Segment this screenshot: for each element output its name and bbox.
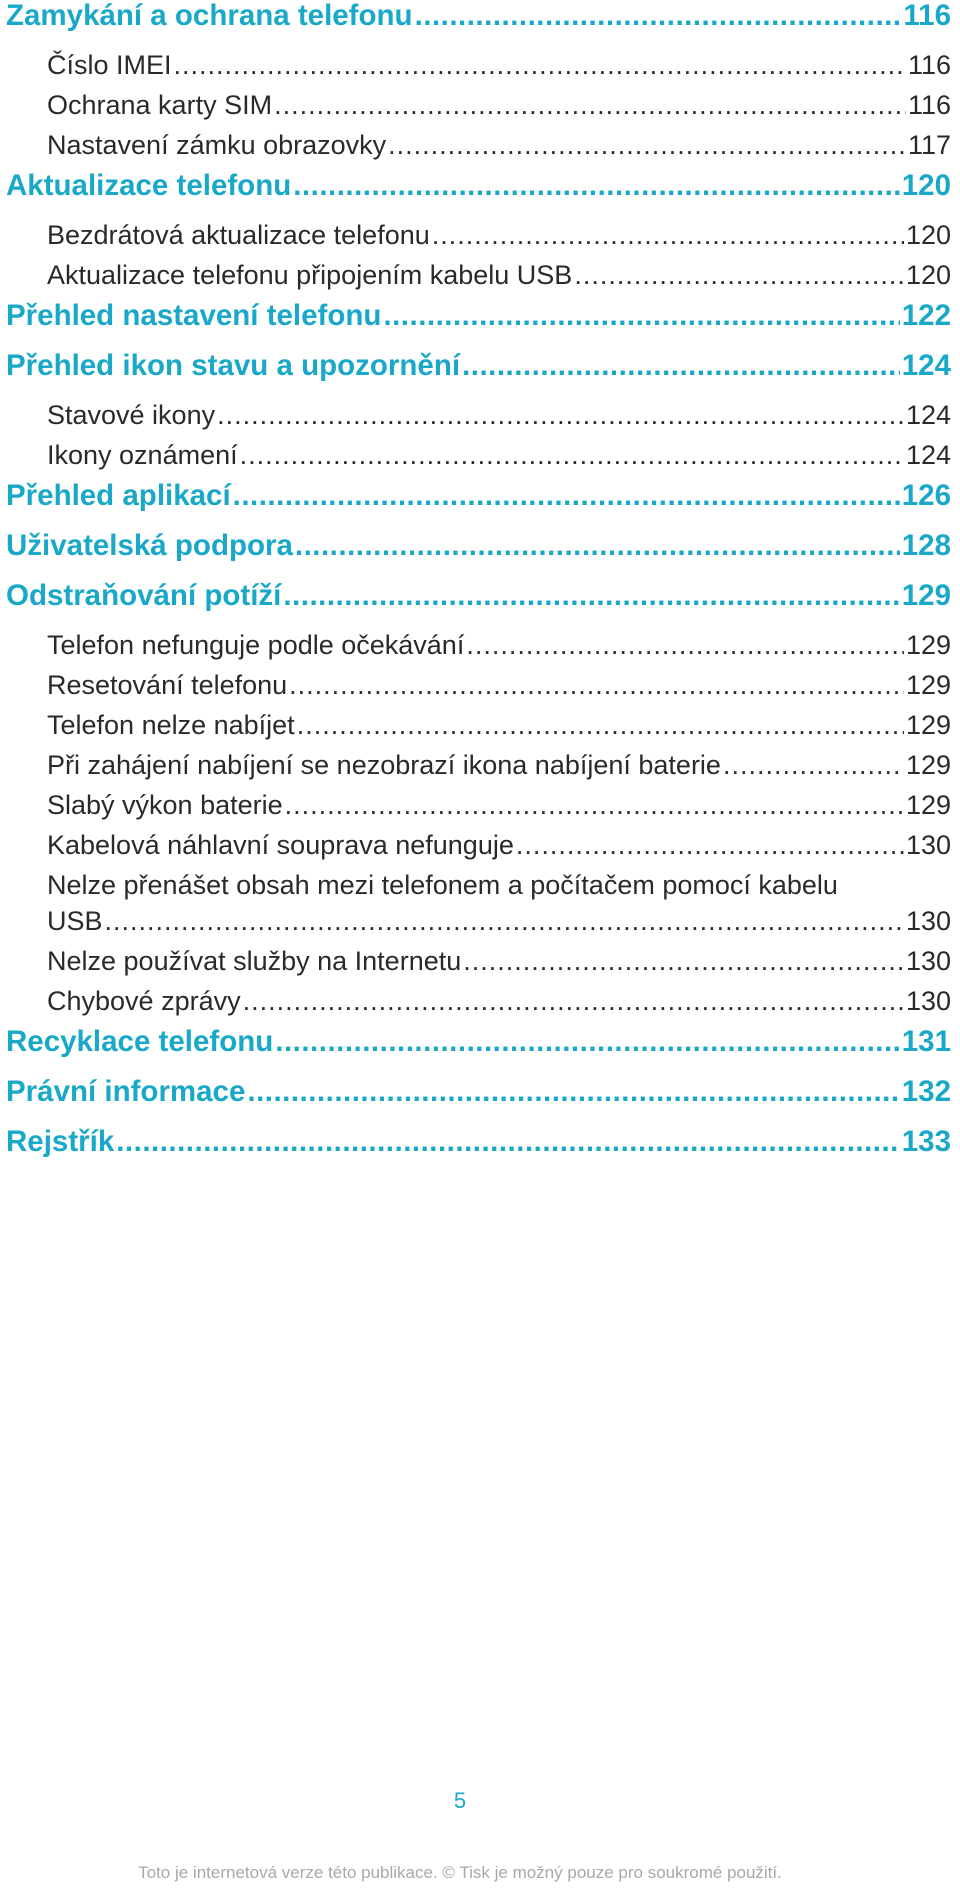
dot-leader	[217, 400, 904, 430]
toc-entry-title[interactable]: Přehled ikon stavu a upozornění	[6, 349, 461, 382]
toc-entry-title[interactable]: Chybové zprávy	[47, 986, 241, 1016]
dot-leader	[388, 130, 906, 160]
toc-entry-title[interactable]: Právní informace	[6, 1075, 246, 1108]
toc-entry[interactable]	[6, 790, 951, 830]
toc-entry[interactable]	[6, 90, 951, 130]
toc-entry-page[interactable]: 126	[901, 479, 951, 512]
dot-leader	[415, 0, 902, 32]
toc-entry-title[interactable]: Telefon nelze nabíjet	[47, 710, 295, 740]
toc-entry[interactable]	[6, 350, 951, 400]
toc-entry-title[interactable]: Stavové ikony	[47, 400, 216, 430]
toc-entry-page[interactable]: 132	[901, 1075, 951, 1108]
toc-entry-title[interactable]: Odstraňování potíží	[6, 579, 282, 612]
toc-entry-title-line1[interactable]: Nelze přenášet obsah mezi telefonem a počítačem pomocí kabelu	[47, 870, 838, 900]
toc-entry-page[interactable]: 117	[907, 130, 951, 160]
toc-entry-page[interactable]: 129	[905, 750, 951, 780]
toc-entry[interactable]	[6, 1026, 951, 1076]
dot-leader	[174, 50, 906, 80]
toc-entry[interactable]	[6, 50, 951, 90]
toc-entry-page[interactable]: 128	[901, 529, 951, 562]
toc-entry[interactable]	[6, 830, 951, 870]
toc-entry[interactable]	[6, 710, 951, 750]
toc-entry[interactable]	[6, 170, 951, 220]
toc-entry[interactable]	[6, 580, 951, 630]
toc-entry[interactable]	[6, 986, 951, 1026]
toc-entry-page[interactable]: 122	[901, 299, 951, 332]
toc-entry[interactable]	[6, 750, 951, 790]
dot-leader	[383, 300, 899, 332]
toc-entry-page[interactable]: 129	[901, 579, 951, 612]
dot-leader	[247, 1076, 899, 1108]
toc-entry-title[interactable]: Ikony oznámení	[47, 440, 238, 470]
toc-entry[interactable]	[6, 0, 951, 50]
dot-leader	[243, 986, 904, 1016]
toc-entry-page[interactable]: 120	[905, 260, 951, 290]
toc-entry-title[interactable]: Slabý výkon baterie	[47, 790, 283, 820]
toc-entry-page[interactable]: 120	[901, 169, 951, 202]
toc-entry-page[interactable]: 124	[901, 349, 951, 382]
dot-leader	[289, 670, 904, 700]
toc-entry-title[interactable]: Resetování telefonu	[47, 670, 288, 700]
toc-entry-page[interactable]: 130	[905, 946, 951, 976]
toc-entry-title[interactable]: Nelze používat služby na Internetu	[47, 946, 462, 976]
dot-leader	[574, 260, 904, 290]
toc-entry-page[interactable]: 120	[905, 220, 951, 250]
toc-entry-title[interactable]: Nastavení zámku obrazovky	[47, 130, 387, 160]
toc-entry-page[interactable]: 116	[907, 50, 951, 80]
toc-entry[interactable]	[6, 220, 951, 260]
toc-entry-page[interactable]: 133	[901, 1125, 951, 1158]
toc-entry-page[interactable]: 116	[903, 0, 951, 32]
toc-entry-page[interactable]: 129	[905, 710, 951, 740]
dot-leader	[466, 630, 904, 660]
toc-entry-page[interactable]: 129	[905, 630, 951, 660]
dot-leader	[285, 790, 904, 820]
toc-entry[interactable]	[6, 946, 951, 986]
dot-leader	[116, 1126, 900, 1158]
toc-entry-title[interactable]: Číslo IMEI	[47, 50, 172, 80]
toc-entry-page[interactable]: 124	[905, 440, 951, 470]
dot-leader	[516, 830, 904, 860]
toc-entry-title[interactable]: Recyklace telefonu	[6, 1025, 274, 1058]
toc-entry[interactable]	[6, 630, 951, 670]
toc-entry-page[interactable]: 116	[907, 90, 951, 120]
toc-entry-title[interactable]: Bezdrátová aktualizace telefonu	[47, 220, 430, 250]
table-of-contents	[6, 0, 951, 1176]
dot-leader	[293, 170, 900, 202]
toc-entry[interactable]	[6, 670, 951, 710]
toc-entry[interactable]	[6, 530, 951, 580]
toc-entry[interactable]	[6, 130, 951, 170]
dot-leader	[463, 946, 904, 976]
toc-entry-page[interactable]: 124	[905, 400, 951, 430]
toc-entry-title[interactable]: Přehled aplikací	[6, 479, 231, 512]
dot-leader	[462, 350, 900, 382]
dot-leader	[105, 906, 904, 936]
toc-entry-title[interactable]: Při zahájení nabíjení se nezobrazí ikona nabíjení baterie	[47, 750, 721, 780]
footer-note: Toto je internetová verze této publikace. © Tisk je možný pouze pro soukromé použití.	[138, 1863, 782, 1882]
toc-entry-page[interactable]: 129	[905, 670, 951, 700]
dot-leader	[275, 1026, 900, 1058]
toc-entry-page[interactable]: 130	[905, 986, 951, 1016]
toc-entry[interactable]	[6, 400, 951, 440]
toc-entry[interactable]	[6, 1126, 951, 1176]
toc-entry[interactable]	[6, 1076, 951, 1126]
toc-entry-page[interactable]: 130	[905, 906, 951, 936]
dot-leader	[295, 530, 900, 562]
toc-entry-title[interactable]: Aktualizace telefonu	[6, 169, 292, 202]
toc-entry-title[interactable]: Přehled nastavení telefonu	[6, 299, 382, 332]
toc-entry-title[interactable]: Kabelová náhlavní souprava nefunguje	[47, 830, 514, 860]
toc-entry[interactable]	[6, 440, 951, 480]
toc-entry-page[interactable]: 131	[901, 1025, 951, 1058]
toc-entry-title[interactable]: Telefon nefunguje podle očekávání	[47, 630, 465, 660]
toc-entry[interactable]	[6, 260, 951, 300]
toc-entry-title[interactable]: Uživatelská podpora	[6, 529, 293, 562]
toc-entry-title[interactable]: Zamykání a ochrana telefonu	[6, 0, 413, 32]
dot-leader	[233, 480, 900, 512]
toc-entry[interactable]	[6, 906, 951, 946]
page-number: 5	[453, 1788, 467, 1813]
toc-entry-page[interactable]: 130	[905, 830, 951, 860]
dot-leader	[240, 440, 904, 470]
toc-entry-title[interactable]: Rejstřík	[6, 1125, 115, 1158]
dot-leader	[723, 750, 904, 780]
dot-leader	[297, 710, 904, 740]
dot-leader	[432, 220, 904, 250]
toc-entry[interactable]	[6, 300, 951, 350]
toc-entry-title[interactable]: Aktualizace telefonu připojením kabelu USB	[47, 260, 573, 290]
toc-entry-title[interactable]: USB	[47, 906, 103, 936]
dot-leader	[274, 90, 906, 120]
toc-entry-page[interactable]: 129	[905, 790, 951, 820]
toc-entry[interactable]	[6, 480, 951, 530]
dot-leader	[283, 580, 899, 612]
toc-entry-title[interactable]: Ochrana karty SIM	[47, 90, 273, 120]
